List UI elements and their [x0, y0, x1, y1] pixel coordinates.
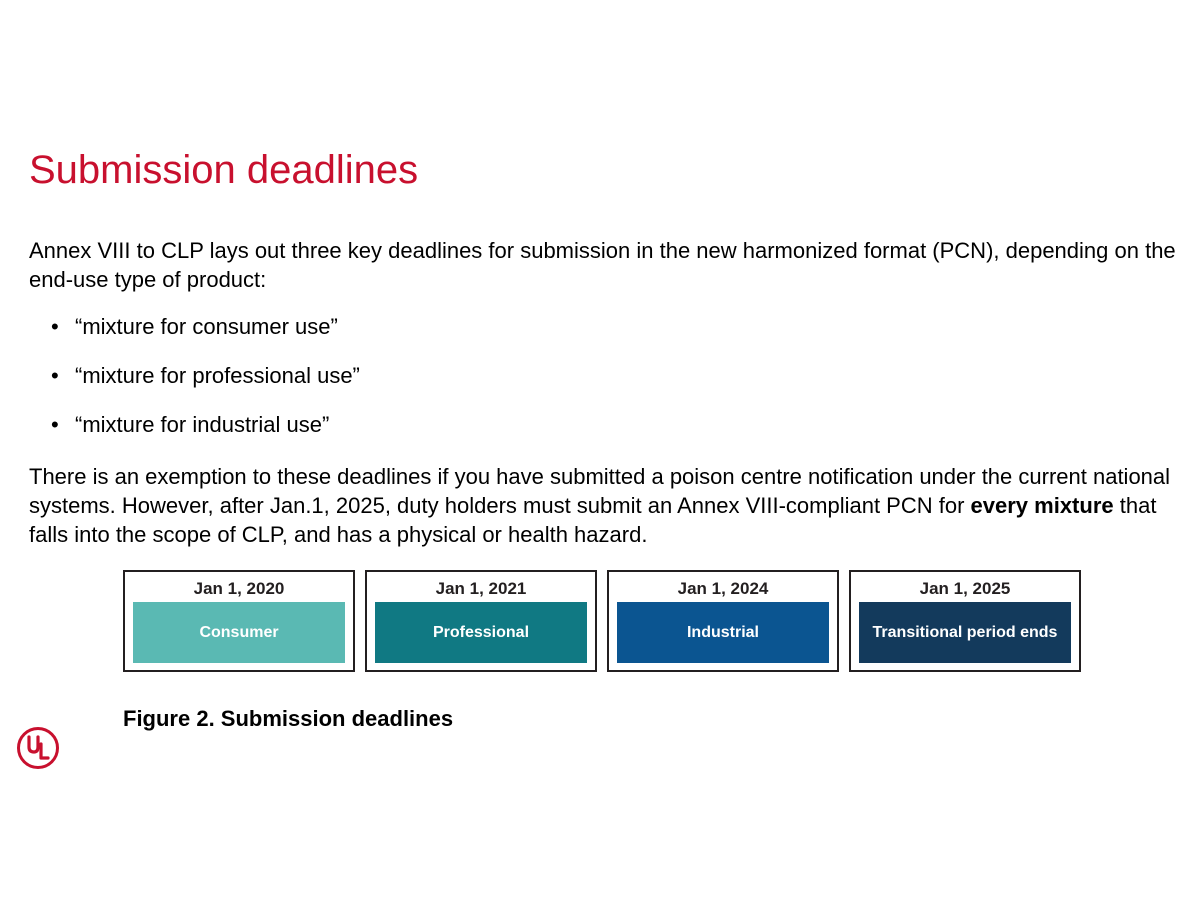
- deadline-card-consumer: [123, 570, 355, 672]
- bullet-text: “mixture for industrial use”: [75, 412, 330, 437]
- ul-logo-icon: [16, 726, 60, 770]
- exemption-paragraph: [29, 462, 1189, 549]
- deadline-label: Industrial: [617, 602, 829, 663]
- bullet-icon: •: [51, 314, 59, 339]
- deadline-date: Jan 1, 2025: [919, 579, 1011, 598]
- bullet-icon: •: [51, 412, 59, 437]
- deadline-date: Jan 1, 2020: [193, 579, 285, 598]
- intro-paragraph: Annex VIII to CLP lays out three key deadlines for submission in the new harmonized format (PCN), depending on the end-use type of product:: [29, 238, 1176, 292]
- deadline-date: Jan 1, 2024: [677, 579, 769, 598]
- deadline-card-industrial: [607, 570, 839, 672]
- paragraph-text: that falls into the scope of CLP, and has a physical or health hazard.: [29, 493, 1157, 547]
- paragraph-text: There is an exemption to these deadlines if you have submitted a poison centre notification under the current national systems. However, after Jan.1, 2025, duty holders must submit an Annex VIII-compliant PCN for: [29, 464, 1171, 518]
- deadline-timeline: [123, 570, 1081, 672]
- deadline-date: Jan 1, 2021: [435, 579, 527, 598]
- list-item: [29, 312, 360, 361]
- deadline-label: Consumer: [133, 602, 345, 663]
- deadline-card-transitional: [849, 570, 1081, 672]
- emphasis-text: every mixture: [970, 493, 1114, 518]
- slide-title: Submission deadlines: [29, 148, 419, 192]
- bullet-list: [29, 312, 360, 459]
- list-item: [29, 410, 360, 459]
- figure-caption: Figure 2. Submission deadlines: [123, 706, 454, 731]
- bullet-text: “mixture for professional use”: [75, 363, 360, 388]
- deadline-card-professional: [365, 570, 597, 672]
- deadline-label: Transitional period ends: [859, 602, 1071, 663]
- list-item: [29, 361, 360, 410]
- bullet-text: “mixture for consumer use”: [75, 314, 338, 339]
- deadline-label: Professional: [375, 602, 587, 663]
- bullet-icon: •: [51, 363, 59, 388]
